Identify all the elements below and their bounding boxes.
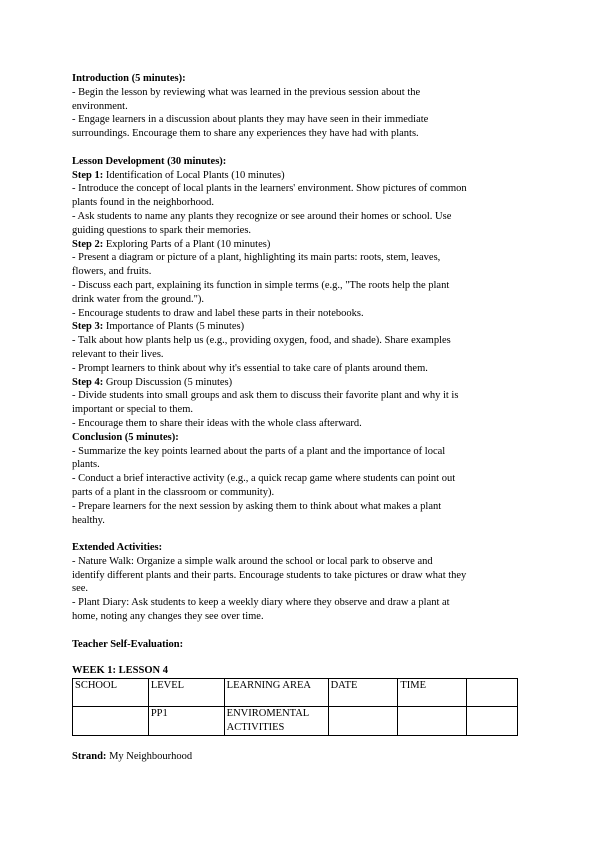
table-cell <box>398 707 467 736</box>
step-1-label: Step 1: <box>72 169 104 181</box>
step-4-title <box>72 376 532 390</box>
intro-line: - Begin the lesson by reviewing what was learned in the previous session about the <box>72 86 421 98</box>
table-cell: PP1 <box>148 707 224 736</box>
conclusion-heading: Conclusion (5 minutes): <box>72 431 179 443</box>
step-2-line: - Encourage students to draw and label these parts in their notebooks. <box>72 307 364 319</box>
step-3-label: Step 3: <box>72 321 104 333</box>
step-3-title <box>72 320 532 334</box>
step-1-line: guiding questions to spark their memories. <box>72 224 252 236</box>
extended-line: see. <box>72 583 89 595</box>
step-1-line: - Introduce the concept of local plants in the learners' environment. Show pictures of common <box>72 183 467 195</box>
step-4-line: - Divide students into small groups and ask them to discuss their favorite plant and why it is <box>72 390 459 402</box>
intro-line: - Engage learners in a discussion about plants they may have seen in their immediate <box>72 114 429 126</box>
conclusion-line: - Summarize the key points learned about the parts of a plant and the importance of local <box>72 445 446 457</box>
table-header-cell: LEARNING AREA <box>224 679 328 707</box>
extended-heading: Extended Activities: <box>72 542 163 554</box>
step-3-line: - Talk about how plants help us (e.g., providing oxygen, food, and shade). Share examples <box>72 335 451 347</box>
table-header-cell: DATE <box>328 679 398 707</box>
conclusion-line: - Prepare learners for the next session by asking them to think about what makes a plant <box>72 500 442 512</box>
table-header-cell: TIME <box>398 679 467 707</box>
strand-value: My Neighbourhood <box>106 750 193 762</box>
table-cell: ENVIROMENTAL ACTIVITIES <box>224 707 328 736</box>
step-2-line: flowers, and fruits. <box>72 266 152 278</box>
step-2-line: - Discuss each part, explaining its function in simple terms (e.g., "The roots help the plant <box>72 279 450 291</box>
conclusion-line: healthy. <box>72 514 105 526</box>
document-page <box>72 72 532 764</box>
step-4-text: Group Discussion (5 minutes) <box>103 376 233 388</box>
strand-line <box>72 750 532 764</box>
step-3-line: relevant to their lives. <box>72 348 164 360</box>
table-header-cell: SCHOOL <box>73 679 149 707</box>
step-3-text: Importance of Plants (5 minutes) <box>103 321 245 333</box>
development-heading: Lesson Development (30 minutes): <box>72 155 227 167</box>
step-1-line: plants found in the neighborhood. <box>72 197 215 209</box>
step-4-label: Step 4: <box>72 376 104 388</box>
conclusion-line: parts of a plant in the classroom or community). <box>72 486 275 498</box>
extended-line: home, noting any changes they see over time. <box>72 611 264 623</box>
conclusion-line: plants. <box>72 459 100 471</box>
step-3-line: - Prompt learners to think about why it's essential to take care of plants around them. <box>72 362 428 374</box>
strand-label: Strand: <box>72 750 107 762</box>
lesson-info-table <box>72 678 518 736</box>
table-cell <box>328 707 398 736</box>
step-1-text: Identification of Local Plants (10 minutes) <box>103 169 285 181</box>
week-lesson-heading: WEEK 1: LESSON 4 <box>72 665 168 677</box>
table-header-cell: LEVEL <box>148 679 224 707</box>
table-row <box>73 707 518 736</box>
conclusion-line: - Conduct a brief interactive activity (e.g., a quick recap game where students can point out <box>72 473 456 485</box>
step-1-title <box>72 169 532 183</box>
table-cell <box>73 707 149 736</box>
table-header-cell <box>467 679 518 707</box>
extended-line: identify different plants and their parts. Encourage students to take pictures or draw what they <box>72 569 467 581</box>
intro-line: environment. <box>72 100 128 112</box>
step-4-line: important or special to them. <box>72 404 194 416</box>
step-2-text: Exploring Parts of a Plant (10 minutes) <box>103 238 271 250</box>
table-header-row <box>73 679 518 707</box>
intro-line: surroundings. Encourage them to share any experiences they have had with plants. <box>72 128 419 140</box>
extended-line: - Nature Walk: Organize a simple walk around the school or local park to observe and <box>72 555 433 567</box>
step-2-line: - Present a diagram or picture of a plant, highlighting its main parts: roots, stem, leaves, <box>72 252 441 264</box>
intro-heading: Introduction (5 minutes): <box>72 73 186 84</box>
step-1-line: - Ask students to name any plants they recognize or see around their homes or school. Use <box>72 210 452 222</box>
self-evaluation-heading: Teacher Self-Evaluation: <box>72 638 184 650</box>
table-cell <box>467 707 518 736</box>
step-4-line: - Encourage them to share their ideas with the whole class afterward. <box>72 417 362 429</box>
step-2-title <box>72 238 532 252</box>
step-2-label: Step 2: <box>72 238 104 250</box>
step-2-line: drink water from the ground."). <box>72 293 204 305</box>
extended-line: - Plant Diary: Ask students to keep a weekly diary where they observe and draw a plant at <box>72 597 450 609</box>
